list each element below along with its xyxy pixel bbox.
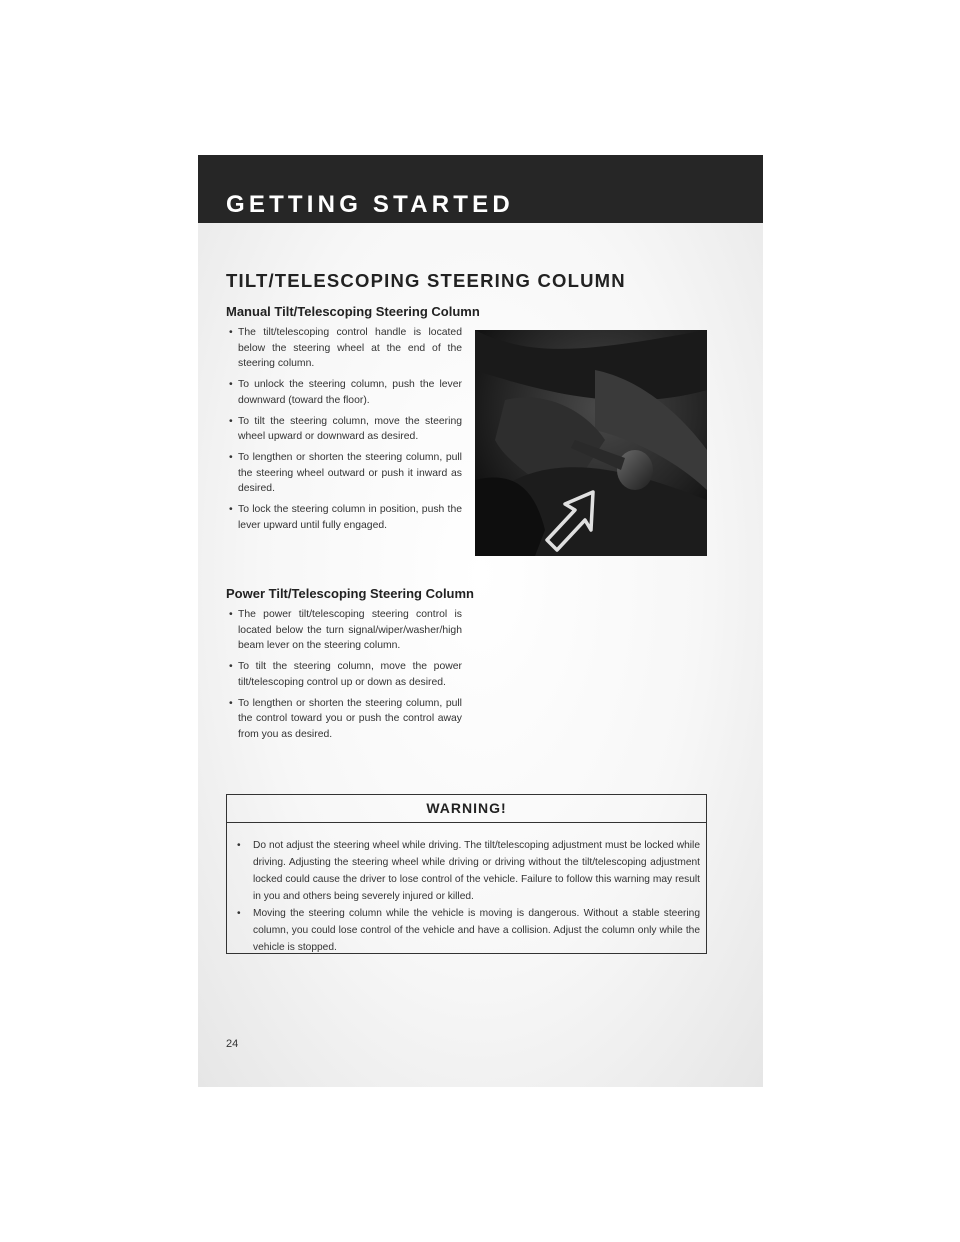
warning-title: WARNING!: [227, 795, 706, 823]
manual-page: [198, 155, 763, 1087]
section-title: TILT/TELESCOPING STEERING COLUMN: [226, 270, 626, 291]
power-heading: Power Tilt/Telescoping Steering Column: [226, 586, 474, 601]
warning-box: [226, 794, 707, 954]
list-item: • To lengthen or shorten the steering column, pull the steering wheel outward or push it inward as desired.: [226, 450, 462, 497]
manual-heading: Manual Tilt/Telescoping Steering Column: [226, 304, 480, 319]
list-item: • The power tilt/telescoping steering control is located below the turn signal/wiper/washer/high beam lever on the steering column.: [226, 607, 462, 654]
chapter-title: GETTING STARTED: [226, 191, 514, 218]
manual-bullet-list: [226, 325, 462, 539]
list-item: • Moving the steering column while the vehicle is moving is dangerous. Without a stable steering column, you could lose control of the vehicle and have a collision. Adjust the column only while the vehicle is stopped.: [235, 905, 700, 956]
list-item: • To tilt the steering column, move the power tilt/telescoping control up or down as desired.: [226, 659, 462, 690]
steering-lever-photo: [475, 330, 707, 556]
list-item: • Do not adjust the steering wheel while driving. The tilt/telescoping adjustment must be locked while driving. Adjusting the steering wheel while driving or driving without the tilt/telescoping adjustment locked could cause the driver to lose control of the vehicle. Failure to follow this warning may result in you and others being severely injured or killed.: [235, 837, 700, 905]
list-item: • The tilt/telescoping control handle is located below the steering wheel at the end of the steering column.: [226, 325, 462, 372]
warning-list: [235, 837, 700, 956]
list-item: • To unlock the steering column, push the lever downward (toward the floor).: [226, 377, 462, 408]
page-number: 24: [226, 1038, 239, 1050]
list-item: • To tilt the steering column, move the steering wheel upward or downward as desired.: [226, 414, 462, 445]
list-item: • To lock the steering column in position, push the lever upward until fully engaged.: [226, 502, 462, 533]
header-band: [198, 155, 763, 223]
power-bullet-list: [226, 607, 462, 748]
list-item: • To lengthen or shorten the steering column, pull the control toward you or push the control away from you as desired.: [226, 696, 462, 743]
